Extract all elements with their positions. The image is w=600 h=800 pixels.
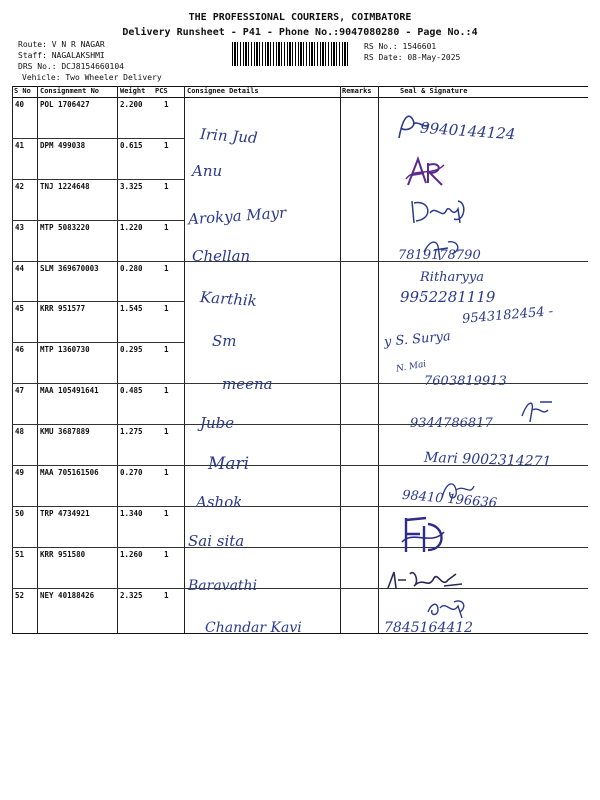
row-sno: 46 [15,345,25,354]
row-consignment: MAA 705161506 [40,468,99,477]
row-consignment: TRP 4734921 [40,509,90,518]
row-weight: 2.325 [120,591,143,600]
handwritten-seal: 7845164412 [384,620,474,636]
staff-info: Staff: NAGALAKSHMI [18,51,105,60]
row-weight: 0.615 [120,141,143,150]
row-weight: 1.260 [120,550,143,559]
row-weight: 1.545 [120,304,143,313]
handwritten-seal: Mari 9002314271 [423,449,552,471]
header-sno: S No [14,87,31,95]
handwritten-seal: N. Mai [395,359,428,375]
handwritten-consignee: Chandar Kavi [205,620,302,636]
row-sno: 41 [15,141,25,150]
row-pcs: 1 [164,386,169,395]
row-consignment: TNJ 1224648 [40,182,90,191]
page-title: THE PROFESSIONAL COURIERS, COIMBATORE [188,12,412,23]
row-pcs: 1 [164,223,169,232]
row-pcs: 1 [164,304,169,313]
signature-row-52b [424,596,474,622]
header-seal: Seal & Signature [400,87,468,95]
row-pcs: 1 [164,509,169,518]
handwritten-consignee: Anu [192,162,223,180]
handwritten-consignee: Mari [208,454,250,474]
header-consignee: Consignee Details [187,87,259,95]
header-consignment: Consignment No [40,87,100,95]
row-pcs: 1 [164,468,169,477]
header-weight: Weight [120,87,146,95]
row-consignment: KRR 951580 [40,550,86,559]
row-weight: 2.200 [120,100,143,109]
handwritten-consignee: Ashok [196,493,243,511]
route-info: Route: V N R NAGAR [18,40,105,49]
row-pcs: 1 [164,141,169,150]
drs-number: DRS No.: DCJ8154660104 [18,62,124,71]
handwritten-consignee: Irin Jud [199,125,259,147]
handwritten-seal: 98410 196636 [401,487,498,512]
signature-row-42 [408,193,472,229]
row-consignment: MTP 5083220 [40,223,90,232]
row-pcs: 1 [164,427,169,436]
row-weight: 1.340 [120,509,143,518]
row-pcs: 1 [164,100,169,109]
handwritten-seal: Ritharyya [420,270,484,285]
handwritten-seal: 9543182454 - [461,304,554,327]
row-sno: 47 [15,386,25,395]
row-consignment: DPM 499038 [40,141,86,150]
row-consignment: POL 1706427 [40,100,90,109]
handwritten-seal: 9344786817 [410,416,493,431]
handwritten-consignee: Sai sita [188,532,245,550]
handwritten-consignee: Arokya Mayr [187,203,287,229]
handwritten-seal: 7819178790 [398,248,481,263]
row-weight: 0.295 [120,345,143,354]
signature-row-40 [395,110,455,145]
barcode [232,42,350,66]
row-sno: 51 [15,550,25,559]
header-pcs: PCS [155,87,168,95]
row-consignment: KRR 951577 [40,304,86,313]
handwritten-seal: 9952281119 [400,288,496,306]
signature-row-44 [418,236,468,262]
row-weight: 0.485 [120,386,143,395]
row-consignment: NEY 40188426 [40,591,95,600]
row-sno: 45 [15,304,25,313]
handwritten-consignee: Chellan [192,247,251,265]
signature-row-41 [402,155,462,189]
row-consignment: MAA 105491641 [40,386,99,395]
handwritten-consignee: Karthik [199,288,258,310]
row-weight: 1.220 [120,223,143,232]
row-sno: 49 [15,468,25,477]
row-pcs: 1 [164,591,169,600]
rs-number: RS No.: 1546601 [364,42,437,51]
handwritten-seal: y S. Surya [383,329,452,350]
signature-row-48 [518,396,554,426]
handwritten-consignee: Sm [212,332,237,350]
row-weight: 1.275 [120,427,143,436]
row-consignment: SLM 369670003 [40,264,99,273]
row-pcs: 1 [164,550,169,559]
row-weight: 0.280 [120,264,143,273]
row-pcs: 1 [164,182,169,191]
row-weight: 3.325 [120,182,143,191]
handwritten-seal: 7603819913 [424,374,507,389]
handwritten-consignee: meena [222,375,273,393]
runsheet-table [12,86,588,634]
handwritten-seal: 9940144124 [419,118,516,144]
rs-date: RS Date: 08-May-2025 [364,53,461,62]
handwritten-consignee: Jube [200,414,235,432]
row-sno: 40 [15,100,25,109]
handwritten-consignee: Baravathi [188,578,258,594]
signature-row-52 [384,566,466,596]
signature-row-50 [438,476,478,506]
row-pcs: 1 [164,264,169,273]
row-consignment: MTP 1360730 [40,345,90,354]
signature-row-51 [398,512,448,556]
row-sno: 52 [15,591,25,600]
row-sno: 44 [15,264,25,273]
row-pcs: 1 [164,345,169,354]
page-subtitle: Delivery Runsheet - P41 - Phone No.:9047080280 - Page No.:4 [122,27,478,38]
row-sno: 48 [15,427,25,436]
row-sno: 43 [15,223,25,232]
row-consignment: KMU 3687889 [40,427,90,436]
row-sno: 42 [15,182,25,191]
row-weight: 0.270 [120,468,143,477]
vehicle-info: Vehicle: Two Wheeler Delivery [22,73,162,82]
header-remarks: Remarks [342,87,372,95]
row-sno: 50 [15,509,25,518]
